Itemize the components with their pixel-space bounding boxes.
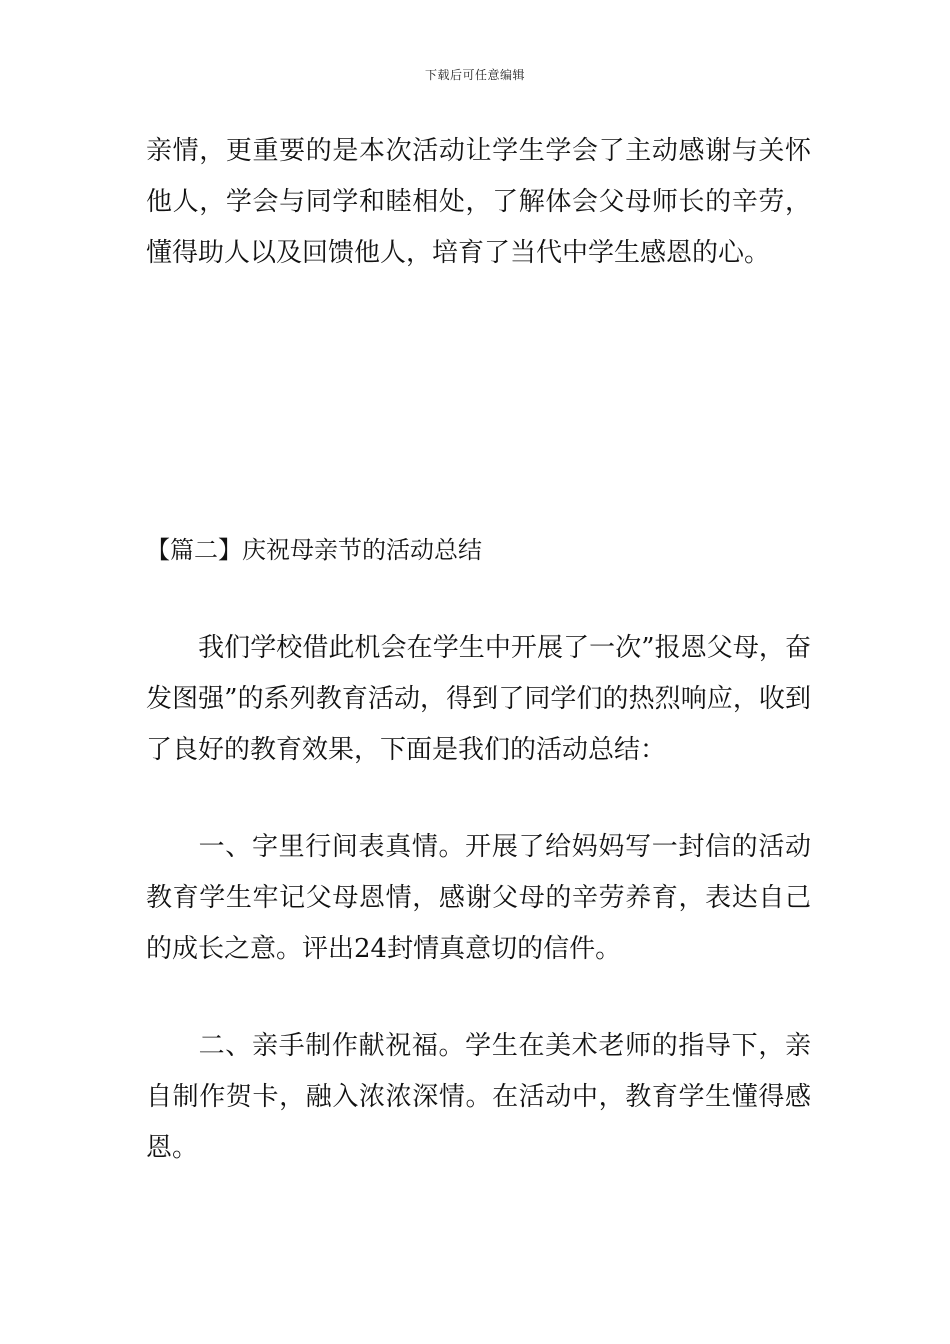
continued-paragraph: 亲情，更重要的是本次活动让学生学会了主动感谢与关怀他人，学会与同学和睦相处，了解体会父母师长的辛劳，懂得助人以及回馈他人，培育了当代中学生感恩的心。 [146,136,811,268]
body-paragraph [146,623,811,776]
body-paragraph [146,1021,811,1174]
body-paragraph [146,822,811,975]
paragraph-text: 我们学校借此机会在学生中开展了一次”报恩父母，奋发图强”的系列教育活动，得到了同学们的热烈响应，收到了良好的教育效果，下面是我们的活动总结： [146,633,811,765]
paragraph-text: 一、字里行间表真情。开展了给妈妈写一封信的活动教育学生牢记父母恩情，感谢父母的辛劳养育，表达自己的成长之意。评出24封情真意切的信件。 [146,832,811,964]
header-note: 下载后可任意编辑 [424,68,525,82]
paragraph-text: 二、亲手制作献祝福。学生在美术老师的指导下，亲自制作贺卡，融入浓浓深情。在活动中，教育学生懂得感恩。 [146,1031,811,1163]
section-title: 【篇二】庆祝母亲节的活动总结 [146,536,482,564]
